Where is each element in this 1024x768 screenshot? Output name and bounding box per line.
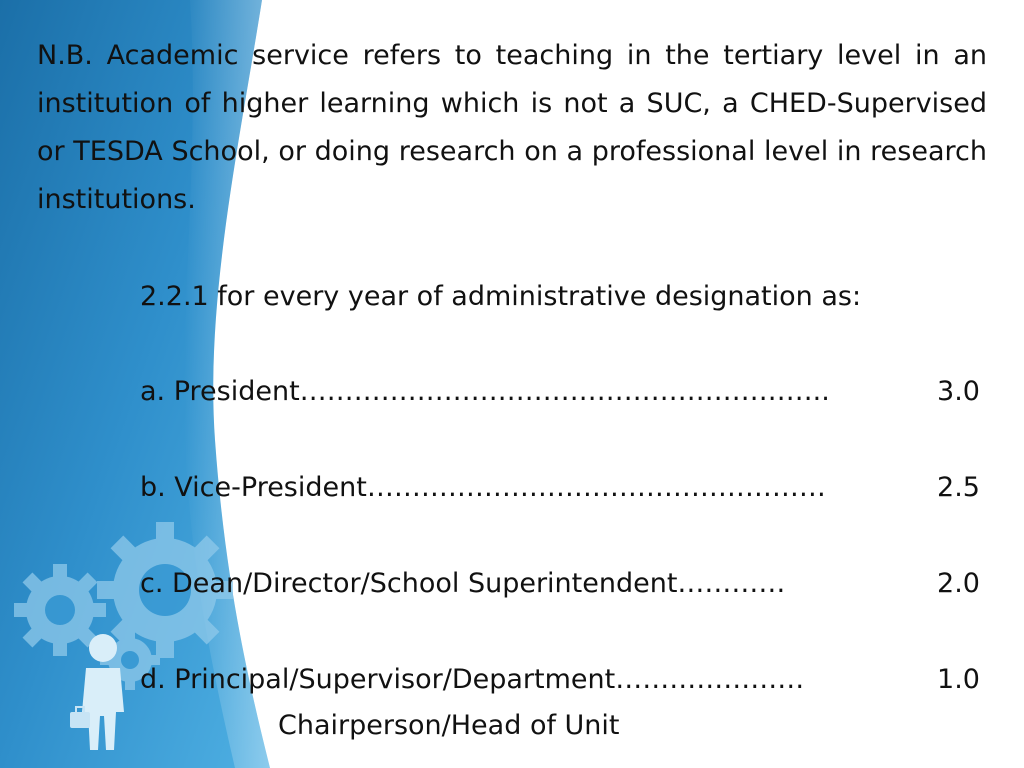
item-label: b. Vice-President [140,472,367,503]
list-item [140,656,980,704]
list-item [140,368,980,416]
note-paragraph: N.B. Academic service refers to teaching in the tertiary level in an institution of higher learning which is not a SUC, a CHED-Supervised or TESDA School, or doing research on a professional level in research institutions. [37,40,987,215]
item-leader-dots: ………………………………………………….. [299,376,830,407]
item-value: 1.0 [937,664,980,695]
item-continuation: Chairperson/Head of Unit [278,710,620,741]
item-leader-dots: ………… [677,568,786,599]
item-leader-dots: ………………… [615,664,805,695]
item-label: c. Dean/Director/School Superintendent [140,568,678,599]
list-item [140,464,980,512]
list-item [140,560,980,608]
item-value: 3.0 [937,376,980,407]
item-value: 2.0 [937,568,980,599]
item-value: 2.5 [937,472,980,503]
item-leader-dots: …………………………………………… [366,472,826,503]
item-label: a. President [140,376,300,407]
section-heading: 2.2.1 for every year of administrative designation as: [140,281,862,312]
item-label: d. Principal/Supervisor/Department [140,664,616,695]
